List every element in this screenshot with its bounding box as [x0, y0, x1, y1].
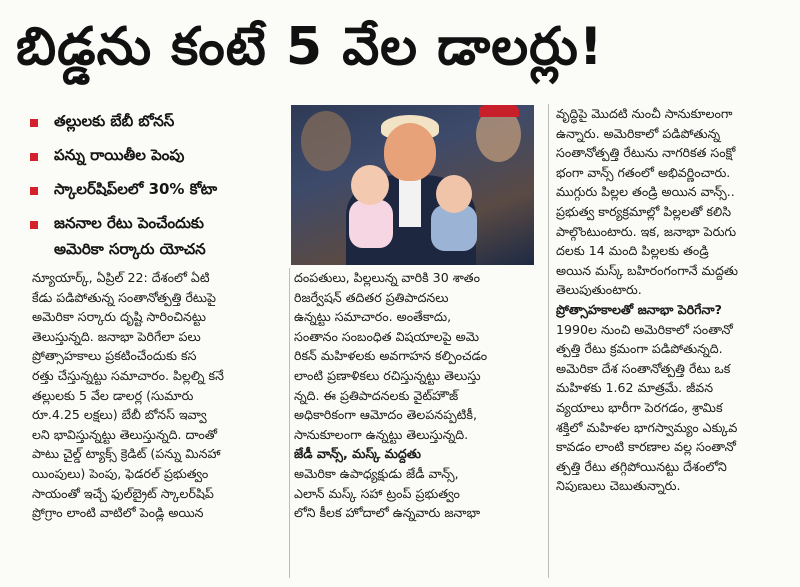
text-line: సంతానం సంబంధిత విషయాలపై అమె [294, 328, 480, 344]
text-line: ప్రోత్సాహకాలు ప్రకటించేందుకు కస [32, 348, 197, 364]
column-divider [289, 268, 290, 578]
bullet-marker-icon [30, 153, 38, 161]
text-line: సాయంతో ఇచ్చే ఫుల్‌బ్రైట్ స్కాలర్‌షిప్ [32, 485, 214, 501]
bullet-text: తల్లులకు బేబీ బోనస్ [54, 112, 175, 130]
text-line: ఎలాన్ మస్క్ సహా ట్రంప్ ప్రభుత్వం [294, 485, 460, 501]
text-line: రికన్ మహిళలకు అవగాహన కల్పించడం [294, 348, 488, 364]
bullet-text: పన్ను రాయితీల పెంపు [54, 146, 185, 164]
bullet-text: స్కాలర్‌షిప్‌లలో 30% కోటా [54, 180, 218, 198]
bullet-item [30, 208, 280, 242]
text-line: పాటు చైల్డ్ ట్యాక్స్ క్రెడిట్ (పన్ను మినహా [32, 446, 221, 462]
text-line: ముగ్గురు పిల్లల తండ్రి అయిన వాన్స్.. [556, 184, 735, 200]
text-line: పాల్గొంటుంటారు. ఇక, జనాభా పెరుగు [556, 223, 737, 239]
text-line: ప్రోగ్రాం లాంటి వాటిలో పెండ్లి అయిన [32, 505, 204, 521]
text-line: కేడు పడిపోతున్న సంతానోత్పత్తి రేటుపై [32, 289, 216, 305]
text-line: త్పత్తి రేటు క్రమంగా పడిపోతున్నది. [556, 341, 723, 357]
text-line: వ్యయాలు భారీగా పెరగడం, శ్రామిక [556, 399, 723, 415]
text-line: లాంటి ప్రణాళికలు రచిస్తున్నట్టు తెలుస్తు [294, 367, 481, 383]
text-line: వృద్ధిపై మొదటి నుంచీ సానుకూలంగా [556, 106, 733, 121]
text-line: తెలుపుతుంటారు. [556, 282, 642, 298]
text-line: అమెరికా ఉపాధ్యక్షుడు జేడీ వాన్స్, [294, 465, 459, 481]
text-line: తెలుస్తున్నది. జనాభా పెరిగేలా పలు [32, 328, 201, 344]
bullet-text: జననాల రేటు పెంచేందుకు [54, 214, 204, 232]
text-line: మహిళకు 1.62 మాత్రమే. జీవన [556, 380, 714, 396]
text-line: దలకు 14 మంది పిల్లలకు తండ్రి [556, 243, 709, 259]
bullet-list [30, 106, 280, 242]
text-line: రూ.4.25 లక్షలు) బేబీ బోనస్ ఇవ్వా [32, 407, 207, 423]
text-line: ఉన్నారు. అమెరికాలో పడిపోతున్న [556, 125, 721, 141]
headline: బిడ్డను కంటే 5 వేల డాలర్లు! [16, 17, 604, 77]
bullet-item [30, 174, 280, 208]
text-line: ఉన్నట్టు సమాచారం. అంతేకాదు, [294, 309, 452, 325]
text-line: లని భావిస్తున్నట్టు తెలుస్తున్నది. దాంతో [32, 426, 218, 442]
text-line: లోని కీలక హోదాలో ఉన్నవారు జనాభా [294, 505, 481, 521]
bullet-marker-icon [30, 221, 38, 229]
text-line: సానుకూలంగా ఉన్నట్టు తెలుస్తున్నది. [294, 426, 469, 442]
text-line: కావడం లాంటి కారణాల వల్ల సంతానో [556, 439, 736, 455]
bullet-continuation: అమెరికా సర్కారు యోచన [54, 240, 206, 258]
subheading: జేడీ వాన్స్, మస్క్ మద్దతు [294, 446, 421, 462]
text-line: అయిన మస్క్ బహిరంగంగానే మద్దతు [556, 262, 739, 278]
text-line: రత్తు చేస్తున్నట్టు సమాచారం. పిల్లల్ని కనే [32, 367, 224, 383]
bullet-marker-icon [30, 119, 38, 127]
text-line: ప్రభుత్వ కార్యక్రమాల్లో పిల్లలతో కలిసి [556, 203, 732, 219]
bullet-item [30, 140, 280, 174]
article-column-3 [556, 104, 792, 496]
subheading: ప్రోత్సాహకాలతో జనాభా పెరిగేనా? [556, 301, 722, 317]
text-line: న్యూయార్క్, ఏప్రిల్ 22: దేశంలో ఏటి [32, 270, 210, 285]
text-line: న్నది. ఈ ప్రతిపాదనలకు వైట్‌హౌజ్ [294, 387, 459, 403]
text-line: నిపుణులు చెబుతున్నారు. [556, 478, 681, 494]
bullet-item [30, 106, 280, 140]
text-line: అమెరికా సర్కారు దృష్టి సారించినట్టు [32, 309, 206, 325]
article-column-2 [294, 268, 540, 523]
news-photo [291, 105, 534, 265]
text-line: సంతానోత్పత్తి రేటును నాగరికత సంక్షో [556, 145, 736, 161]
article-column-1 [32, 268, 286, 523]
text-line: దంపతులు, పిల్లలున్న వారికి 30 శాతం [294, 270, 480, 285]
text-line: యింపులు) పెంపు, ఫెడరల్ ప్రభుత్వం [32, 465, 209, 481]
text-line: రిజర్వేషన్ తదితర ప్రతిపాదనలు [294, 289, 449, 305]
text-line: అధికారికంగా ఆమోదం తెలపనప్పటికీ, [294, 407, 477, 423]
text-line: శక్తిలో మహిళల భాగస్వామ్యం ఎక్కువ [556, 419, 738, 435]
text-line: 1990ల నుంచి అమెరికాలో సంతానో [556, 321, 733, 337]
column-divider [548, 104, 549, 578]
text-line: తల్లులకు 5 వేల డాలర్ల (సుమారు [32, 387, 194, 403]
text-line: త్పత్తి రేటు తగ్గిపోయినట్టు దేశంలోని [556, 458, 727, 474]
text-line: భంగా వాన్స్ గతంలో అభివర్ణించారు. [556, 164, 731, 180]
bullet-marker-icon [30, 187, 38, 195]
text-line: అమెరికా దేశ సంతానోత్పత్తి రేటు ఒక [556, 360, 731, 376]
